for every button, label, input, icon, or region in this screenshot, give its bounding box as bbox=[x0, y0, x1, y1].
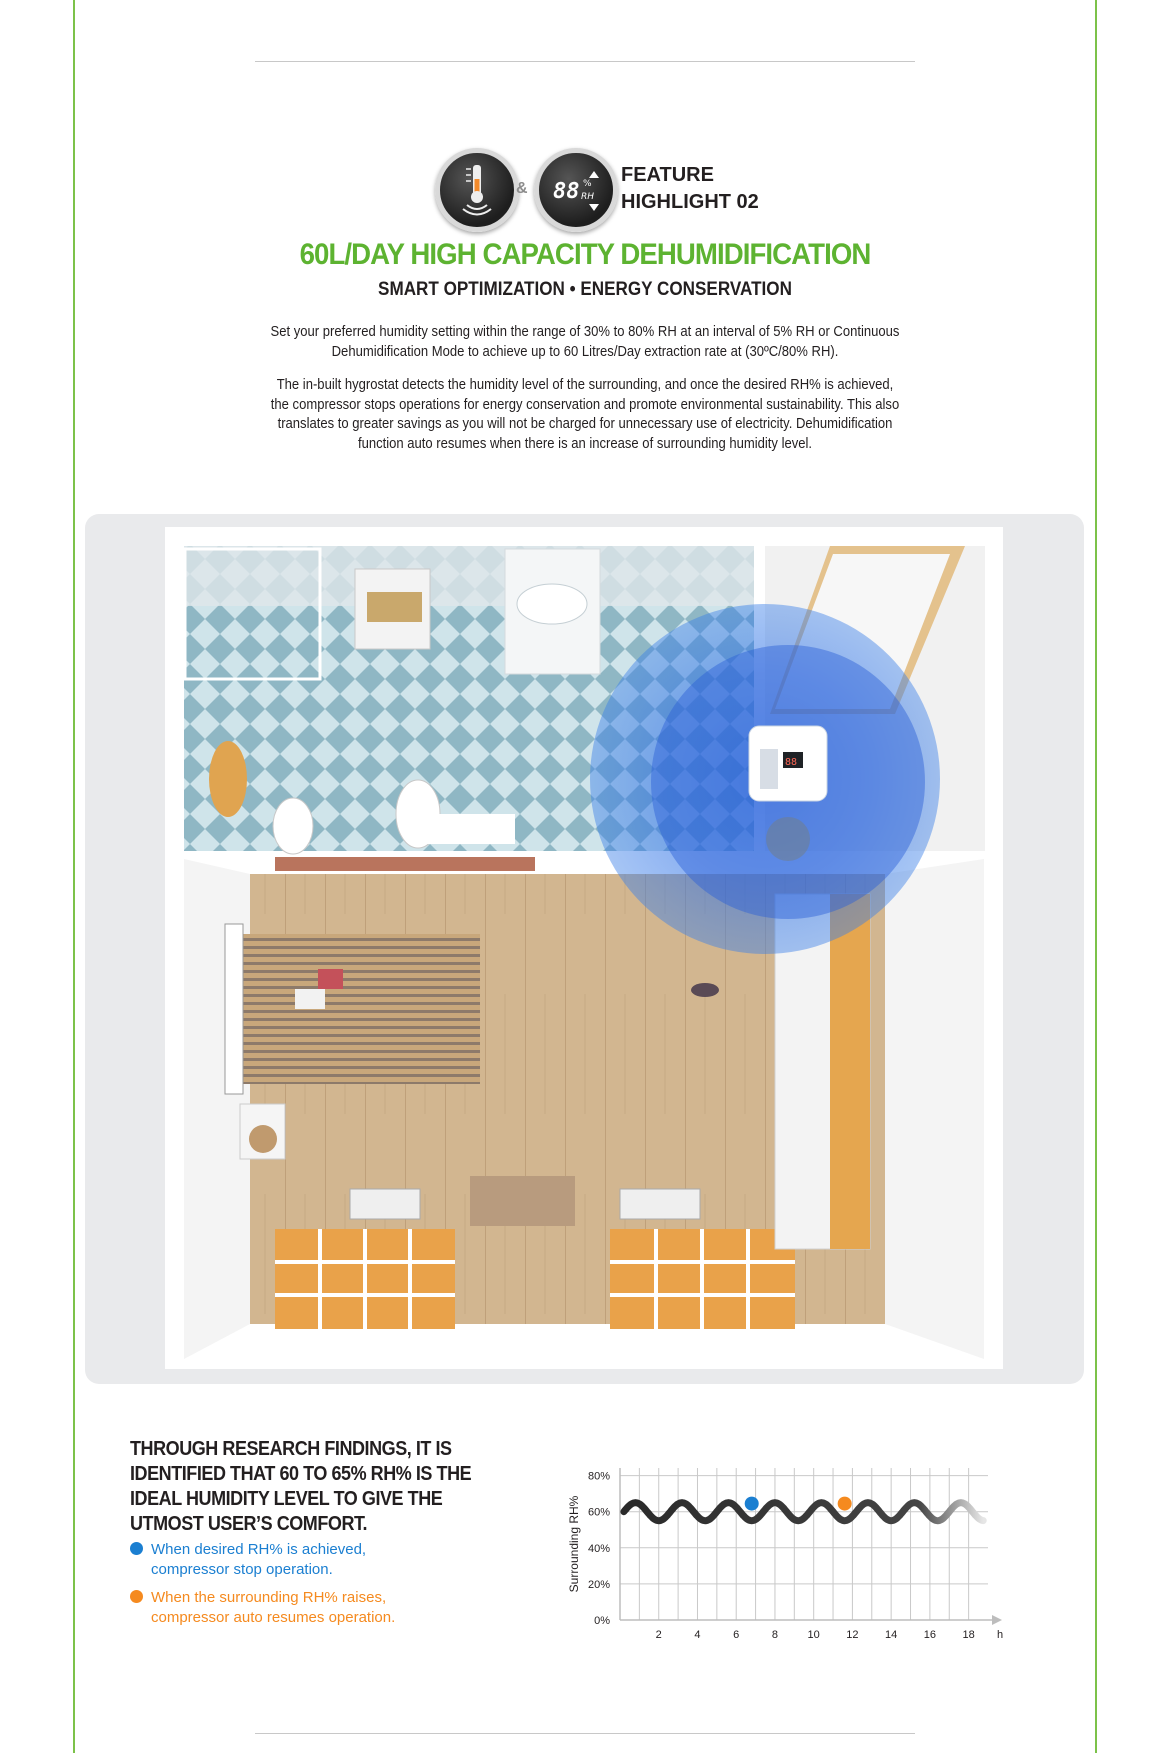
page-subtitle: SMART OPTIMIZATION • ENERGY CONSERVATION bbox=[378, 279, 792, 300]
bath-cabinet bbox=[415, 814, 515, 844]
bed bbox=[240, 934, 480, 1084]
x-tick-label: 6 bbox=[733, 1629, 740, 1641]
x-tick-label: 16 bbox=[923, 1629, 937, 1641]
x-axis-label: h bbox=[996, 1629, 1004, 1641]
y-tick-label: 40% bbox=[587, 1542, 610, 1555]
y-axis-label: Surrounding RH% bbox=[567, 1495, 581, 1593]
ampersand: & bbox=[516, 180, 528, 197]
legend-dot-blue bbox=[130, 1542, 143, 1555]
coffee-table bbox=[470, 1176, 575, 1226]
radiator-right bbox=[620, 1189, 700, 1219]
research-statement: THROUGH RESEARCH FINDINGS, IT IS IDENTIFIED THAT 60 TO 65% RH% IS THE IDEAL HUMIDITY LEVEL TO GIVE THE UTMOST USER’S COMFORT. bbox=[130, 1438, 472, 1535]
legend-resume-text: When the surrounding RH% raises, compressor auto resumes operation. bbox=[151, 1589, 396, 1626]
icon-rh: RH bbox=[581, 192, 595, 202]
x-tick-label: 10 bbox=[807, 1629, 820, 1641]
x-tick-label: 2 bbox=[655, 1629, 662, 1641]
paragraph-settings: Set your preferred humidity setting within the range of 30% to 80% RH at an interval of 5% RH or Continuous Dehumidification Mode to achieve up to 60 Litres/Day extraction rate at (30ºC/80% RH). bbox=[270, 324, 900, 360]
y-tick-label: 0% bbox=[594, 1615, 610, 1627]
room-illustration bbox=[85, 514, 1084, 1384]
legend-stop bbox=[130, 1540, 450, 1580]
slippers bbox=[691, 983, 719, 997]
feature-line-2: HIGHLIGHT 02 bbox=[621, 191, 759, 213]
x-axis-arrow bbox=[992, 1615, 1002, 1625]
device-display: 88 bbox=[785, 757, 798, 768]
bath-mirror bbox=[209, 741, 247, 817]
rh-chart bbox=[560, 1440, 1020, 1641]
hygrostat-icon bbox=[435, 148, 519, 232]
y-tick-label: 20% bbox=[587, 1578, 610, 1591]
legend-resume bbox=[130, 1588, 450, 1628]
x-tick-label: 14 bbox=[885, 1629, 898, 1641]
book bbox=[318, 969, 343, 989]
rh-marker bbox=[838, 1497, 852, 1511]
page-title: 60L/DAY HIGH CAPACITY DEHUMIDIFICATION bbox=[299, 238, 871, 271]
feature-line-1: FEATURE bbox=[621, 164, 714, 186]
y-tick-label: 60% bbox=[587, 1506, 610, 1519]
x-tick-label: 8 bbox=[771, 1629, 779, 1641]
x-tick-label: 18 bbox=[962, 1629, 975, 1641]
wall-art bbox=[275, 857, 535, 871]
radiator-left bbox=[350, 1189, 420, 1219]
legend-dot-orange bbox=[130, 1590, 143, 1603]
x-tick-label: 12 bbox=[846, 1629, 859, 1641]
bottom-divider bbox=[255, 1733, 915, 1734]
legend-stop-text: When desired RH% is achieved, compressor stop operation. bbox=[151, 1541, 367, 1578]
rh-marker bbox=[745, 1497, 759, 1511]
paragraph-hygrostat: The in-built hygrostat detects the humidity level of the surrounding, and once the desired RH% is achieved, the compressor stops operations for energy conservation and promote environmental sustainability. This also translates to greater savings as you will not be charged for unnecessary use of electricity. Dehumidification function auto resumes when there is an increase of surrounding humidity level. bbox=[270, 377, 900, 452]
x-tick-label: 4 bbox=[694, 1629, 701, 1641]
y-tick-label: 80% bbox=[587, 1470, 610, 1483]
bidet bbox=[273, 798, 313, 854]
top-divider bbox=[255, 61, 915, 62]
icon-pct: % bbox=[583, 179, 592, 189]
icon-digits: 88 bbox=[553, 179, 580, 204]
waste-bin bbox=[766, 817, 810, 861]
feature-label bbox=[621, 162, 759, 216]
humidity-display-icon bbox=[534, 148, 618, 232]
open-book bbox=[295, 989, 325, 1009]
